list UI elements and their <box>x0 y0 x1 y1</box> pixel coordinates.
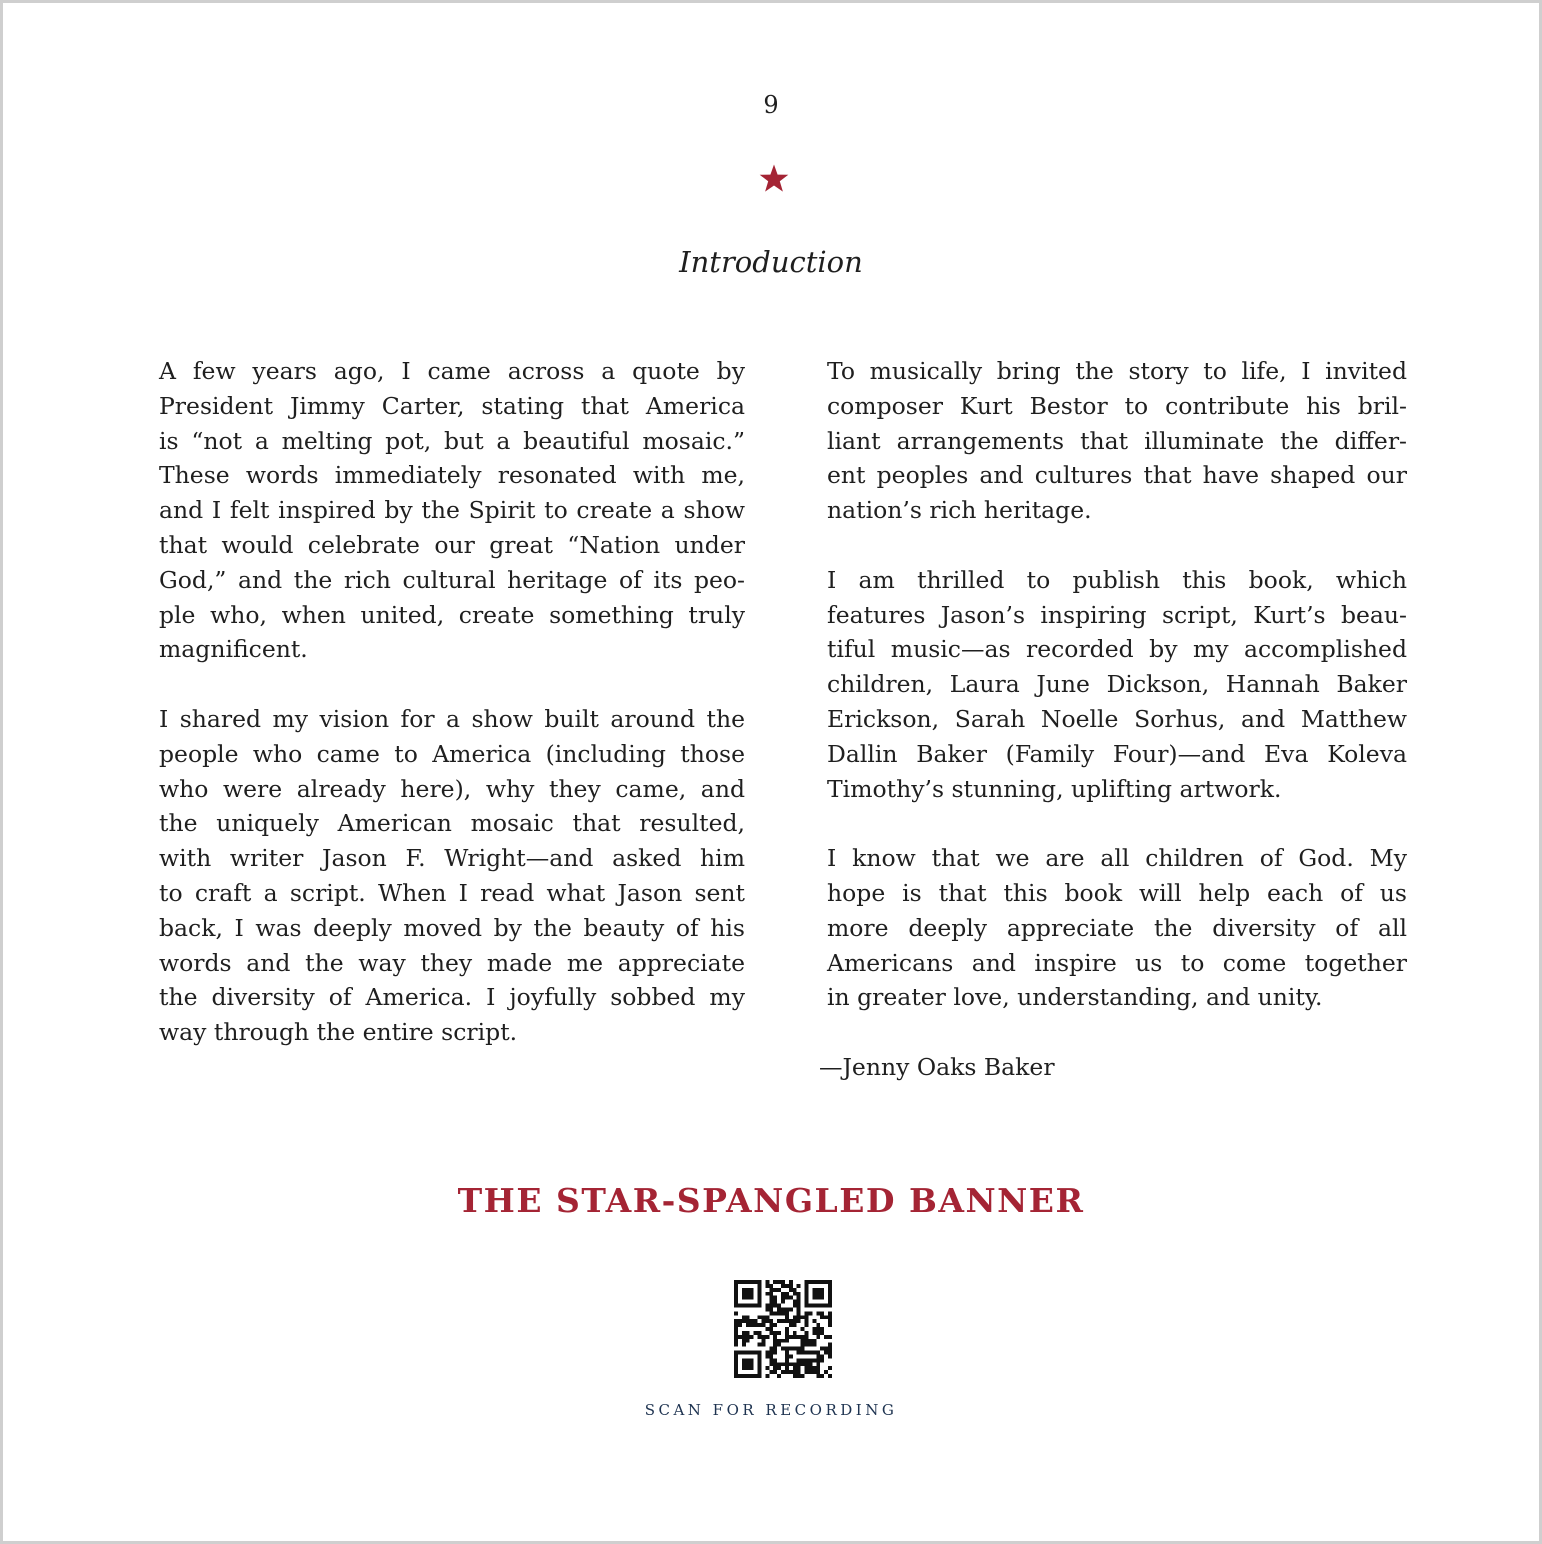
paragraph <box>827 354 1407 528</box>
text-line: Dallin Baker (Family Four)—and Eva Koleva <box>827 739 1407 768</box>
paragraph <box>827 563 1407 807</box>
text-line: people who came to America (including those <box>159 739 745 768</box>
text-line: the uniquely American mosaic that resulted, <box>159 809 745 838</box>
text-line: I shared my vision for a show built around the <box>159 704 745 733</box>
paragraph <box>827 841 1407 1015</box>
song-title: THE STAR-SPANGLED BANNER <box>457 1181 1085 1220</box>
text-line: that would celebrate our great “Nation under <box>159 530 745 559</box>
text-line: ent peoples and cultures that have shaped our <box>827 461 1407 490</box>
text-line: more deeply appreciate the diversity of all <box>827 913 1407 942</box>
text-line: the diversity of America. I joyfully sobbed my <box>159 983 745 1012</box>
section-title: Introduction <box>679 245 863 279</box>
text-line: I am thrilled to publish this book, which <box>827 565 1407 594</box>
star-icon <box>758 163 790 195</box>
text-line: features Jason’s inspiring script, Kurt’s beau- <box>827 600 1407 629</box>
text-line: These words immediately resonated with me, <box>159 461 745 490</box>
text-line: to craft a script. When I read what Jason sent <box>159 878 745 907</box>
right-column <box>819 354 1407 1085</box>
text-line: I know that we are all children of God. My <box>827 844 1407 873</box>
text-line: God,” and the rich cultural heritage of its peo- <box>159 565 745 594</box>
text-line: Erickson, Sarah Noelle Sorhus, and Matthew <box>827 704 1407 733</box>
text-line: hope is that this book will help each of us <box>827 878 1407 907</box>
qr-code-icon[interactable] <box>734 1280 832 1378</box>
text-line: magnificent. <box>159 635 308 664</box>
paragraph <box>159 702 745 1050</box>
text-line: children, Laura June Dickson, Hannah Baker <box>827 670 1407 699</box>
page-number: 9 <box>763 91 779 119</box>
text-line: with writer Jason F. Wright—and asked him <box>159 844 745 873</box>
text-line: in greater love, understanding, and unity. <box>827 983 1323 1012</box>
text-line: President Jimmy Carter, stating that America <box>159 391 745 420</box>
signature: —Jenny Oaks Baker <box>819 1052 1055 1081</box>
paragraph <box>159 354 745 667</box>
scan-label: SCAN FOR RECORDING <box>644 1401 898 1419</box>
text-line: and I felt inspired by the Spirit to create a show <box>159 496 745 525</box>
text-line: To musically bring the story to life, I invited <box>827 357 1407 385</box>
text-line: ple who, when united, create something truly <box>159 600 745 629</box>
text-line: liant arrangements that illuminate the differ- <box>827 426 1407 455</box>
text-line: who were already here), why they came, and <box>159 774 745 803</box>
text-line: A few years ago, I came across a quote by <box>159 357 745 385</box>
text-line: words and the way they made me appreciate <box>159 948 745 977</box>
text-line: is “not a melting pot, but a beautiful mosaic.” <box>159 426 745 455</box>
text-line: back, I was deeply moved by the beauty of his <box>159 913 745 942</box>
text-line: Americans and inspire us to come together <box>827 948 1407 977</box>
text-line: Timothy’s stunning, uplifting artwork. <box>827 774 1282 803</box>
text-line: tiful music—as recorded by my accomplished <box>827 635 1407 664</box>
text-line: nation’s rich heritage. <box>827 496 1092 525</box>
text-line: composer Kurt Bestor to contribute his bril- <box>827 391 1407 420</box>
left-column <box>159 354 745 1050</box>
text-line: way through the entire script. <box>159 1018 518 1047</box>
